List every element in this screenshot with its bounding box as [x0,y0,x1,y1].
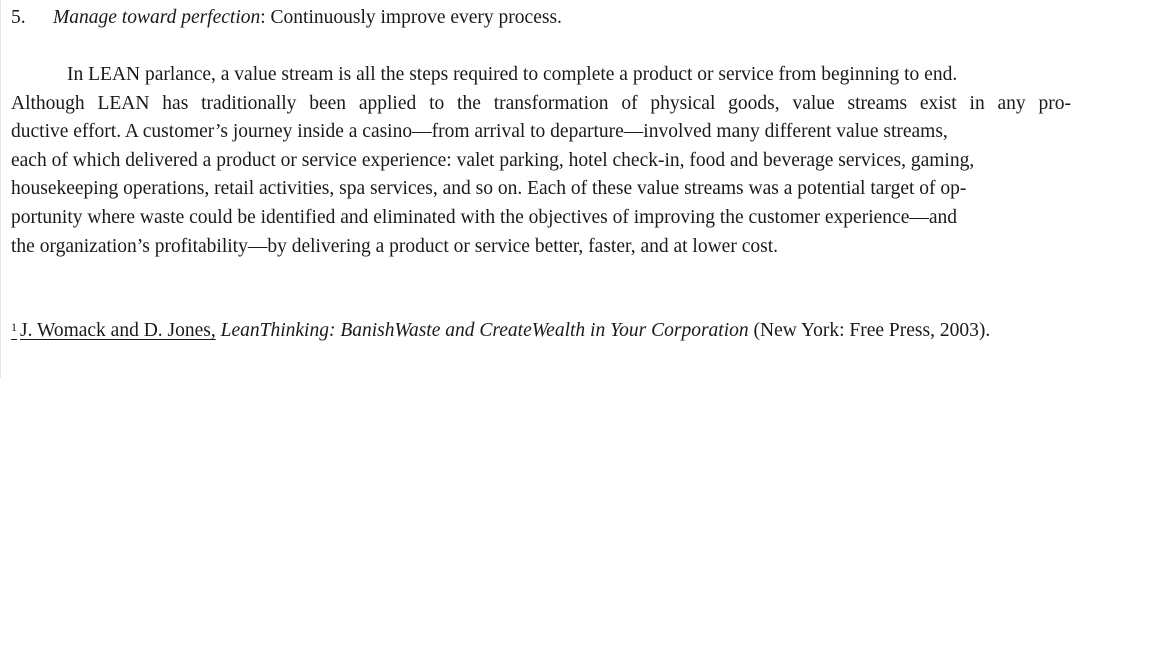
footnote [11,313,1131,345]
numbered-list-item [11,4,1131,32]
paragraph-line: housekeeping operations, retail activities, spa services, and so on. Each of these value streams was a potential target of op- [11,178,967,200]
body-paragraph [11,61,1071,261]
list-item-number: 5. [11,7,26,28]
paragraph-line: each of which delivered a product or service experience: valet parking, hotel check-in, food and beverage services, gaming, [11,149,975,171]
paragraph-line: In LEAN parlance, a value stream is all the steps required to complete a product or service from beginning to end. [67,64,958,85]
footnote-book-title: LeanThinking: BanishWaste and CreateWealth in Your Corporation [220,320,749,341]
footnote-publication: (New York: Free Press, 2003). [753,320,991,341]
paragraph-line: ductive effort. A customer’s journey inside a casino—from arrival to departure—involved many different value streams, [11,121,948,143]
page-edge-divider [0,0,1,378]
list-item-term: Manage toward perfection [53,7,261,28]
list-item-description: : Continuously improve every process. [260,7,562,28]
paragraph-line: Although LEAN has traditionally been applied to the transformation of physical goods, value streams exist in any pro- [11,92,1071,114]
paragraph-line: portunity where waste could be identified and eliminated with the objectives of improving the customer experience—and [11,206,957,228]
footnote-authors-link[interactable] [11,320,216,341]
paragraph-line: the organization’s profitability—by delivering a product or service better, faster, and at lower cost. [11,235,778,257]
footnote-authors: J. Womack and D. Jones, [20,320,216,341]
footnote-marker: 1 [11,320,17,334]
